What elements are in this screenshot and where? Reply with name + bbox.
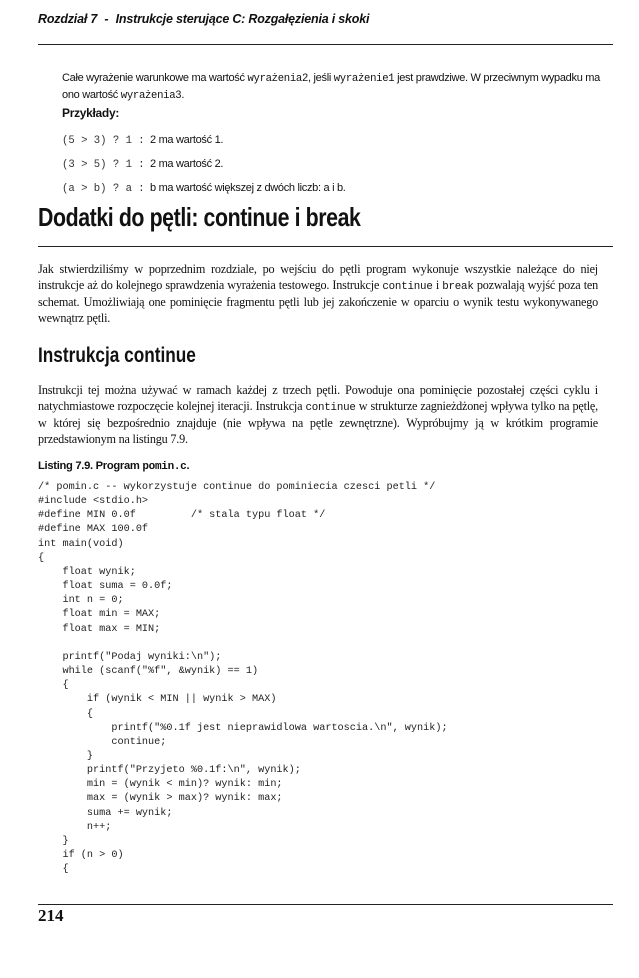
header-divider: [38, 44, 613, 45]
para2-text-2: w strukturze zagnieżdżonej wpływa tylko na pętlę, w której się bezpośrednio znajduje (nie wpływa na pętle zewnętrzne). Wypróbujmy ją w krótkim programie przedstawionym na listingu 7.9.: [38, 398, 598, 446]
example-item: [62, 128, 346, 152]
listing-caption-text: Listing 7.9. Program: [38, 460, 143, 472]
page-number: 214: [38, 906, 64, 925]
para1-text-1: Jak stwierdziliśmy w poprzednim rozdziale, po wejściu do pętli program wykonuje wszystkie należące do niej instrukcje aż do kolejnego sprawdzenia wyrażenia testowego. Instrukcje: [38, 262, 598, 292]
subsection-paragraph: [38, 383, 598, 447]
example-desc: 2 ma wartość 1.: [150, 134, 224, 146]
section-title: Dodatki do pętli: continue i break: [38, 202, 361, 232]
intro-text-1: Całe wyrażenie warunkowe ma wartość: [62, 72, 248, 84]
intro-code-1: wyrażenia2: [247, 73, 309, 85]
example-item: [62, 152, 346, 176]
header-separator: -: [104, 12, 109, 26]
example-code: (5 > 3) ? 1 :: [62, 135, 145, 147]
section-divider: [38, 246, 613, 247]
listing-caption: [38, 460, 189, 473]
para1-text-3: pozwalają wyjść poza ten schemat. Umożliwiają one pominięcie fragmentu pętli lub jej zakończenie w oparciu o wynik testu wykonywanego wewnątrz pętli.: [38, 277, 598, 325]
intro-text-2: , jeśli: [308, 72, 334, 84]
section-paragraph: [38, 262, 598, 326]
para2-text-1: Instrukcji tej można używać w ramach każdej z trzech pętli. Powoduje ona pominięcie pozostałej części cyklu i natychmiastowe rozpoczęcie kolejnej iteracji. Instrukcja: [38, 383, 598, 413]
intro-paragraph: [62, 70, 602, 104]
intro-text-4: .: [181, 89, 185, 101]
para1-code-2: break: [442, 280, 474, 293]
subsection-title: Instrukcja continue: [38, 344, 196, 367]
example-desc: 2 ma wartość 2.: [150, 158, 224, 170]
example-code: (3 > 5) ? 1 :: [62, 159, 145, 171]
chapter-label: Rozdział 7: [38, 12, 98, 26]
example-desc: b ma wartość większej z dwóch liczb: a i b.: [150, 182, 346, 194]
examples-heading: Przykłady:: [62, 106, 120, 120]
example-item: [62, 176, 346, 200]
listing-caption-end: .: [186, 460, 190, 472]
examples-list: [62, 128, 346, 200]
footer-divider: [38, 904, 613, 905]
para1-code-1: continue: [382, 280, 433, 293]
intro-code-2: wyrażenie1: [333, 73, 395, 85]
intro-code-3: wyrażenia3: [120, 90, 182, 102]
para2-code-1: continue: [305, 401, 356, 414]
running-header: [38, 12, 369, 26]
example-code: (a > b) ? a :: [62, 183, 145, 195]
listing-filename: pomin.c: [142, 461, 187, 473]
intro-text-3: jest prawdziwe. W przeciwnym wypadku ma ono wartość: [62, 72, 600, 101]
code-listing: /* pomin.c -- wykorzystuje continue do pominiecia czesci petli */ #include <stdio.h> #define MIN 0.0f /* stala typu float */ #define MAX 100.0f int main(void) { float wynik; float suma = 0.0f; int n = 0; float min = MAX; float max = MIN; printf("Podaj wyniki:\n"); while (scanf("%f", &wynik) == 1) { if (wynik < MIN || wynik > MAX) { printf("%0.1f jest nieprawidlowa wartoscia.\n", wynik); continue; } printf("Przyjeto %0.1f:\n", wynik); min = (wynik < min)? wynik: min; max = (wynik > max)? wynik: max; suma += wynik; n++; } if (n > 0) {: [38, 482, 448, 876]
para1-text-2: i: [432, 277, 443, 292]
chapter-title: Instrukcje sterujące C: Rozgałęzienia i skoki: [115, 12, 370, 26]
